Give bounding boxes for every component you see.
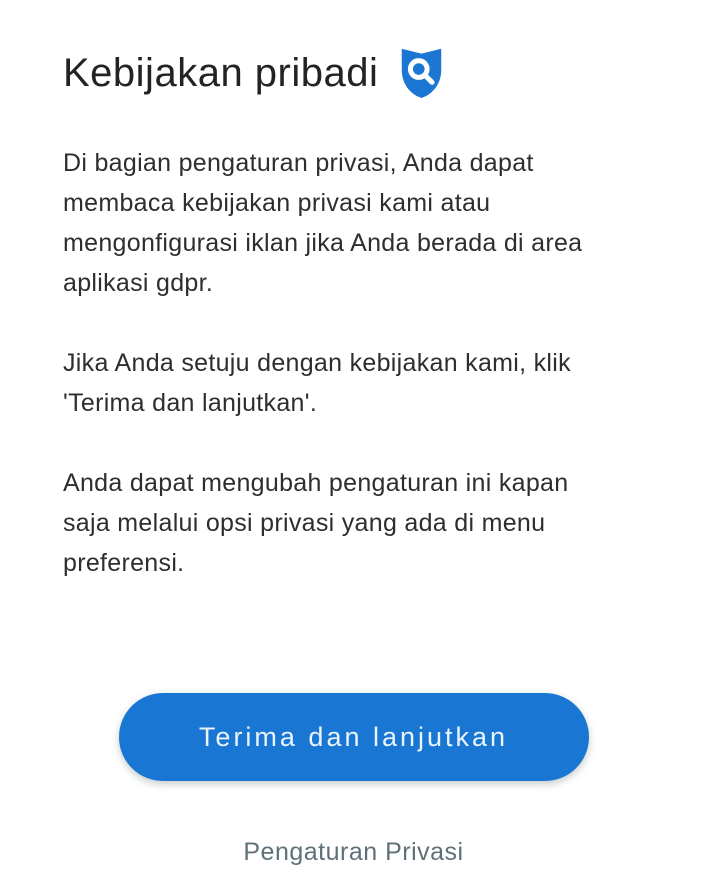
content <box>0 143 707 583</box>
header <box>0 0 707 103</box>
paragraph-line: preferensi. <box>63 549 185 577</box>
intro-paragraph <box>63 143 662 303</box>
paragraph-line: 'Terima dan lanjutkan'. <box>63 389 318 417</box>
privacy-settings-link[interactable]: Pengaturan Privasi <box>243 838 464 866</box>
paragraph-line: Jika Anda setuju dengan kebijakan kami, klik <box>63 349 571 377</box>
paragraph-line: Anda dapat mengubah pengaturan ini kapan <box>63 469 569 497</box>
paragraph-line: membaca kebijakan privasi kami atau <box>63 189 491 217</box>
agreement-paragraph <box>63 343 662 423</box>
paragraph-line: mengonfigurasi iklan jika Anda berada di area <box>63 229 583 257</box>
paragraph-line: Di bagian pengaturan privasi, Anda dapat <box>63 149 534 177</box>
shield-magnifier-icon <box>395 46 448 103</box>
change-settings-paragraph <box>63 463 662 583</box>
paragraph-line: aplikasi gdpr. <box>63 269 214 297</box>
accept-continue-button[interactable]: Terima dan lanjutkan <box>119 693 589 781</box>
page-title: Kebijakan pribadi <box>63 50 379 95</box>
paragraph-line: saja melalui opsi privasi yang ada di menu <box>63 509 546 537</box>
